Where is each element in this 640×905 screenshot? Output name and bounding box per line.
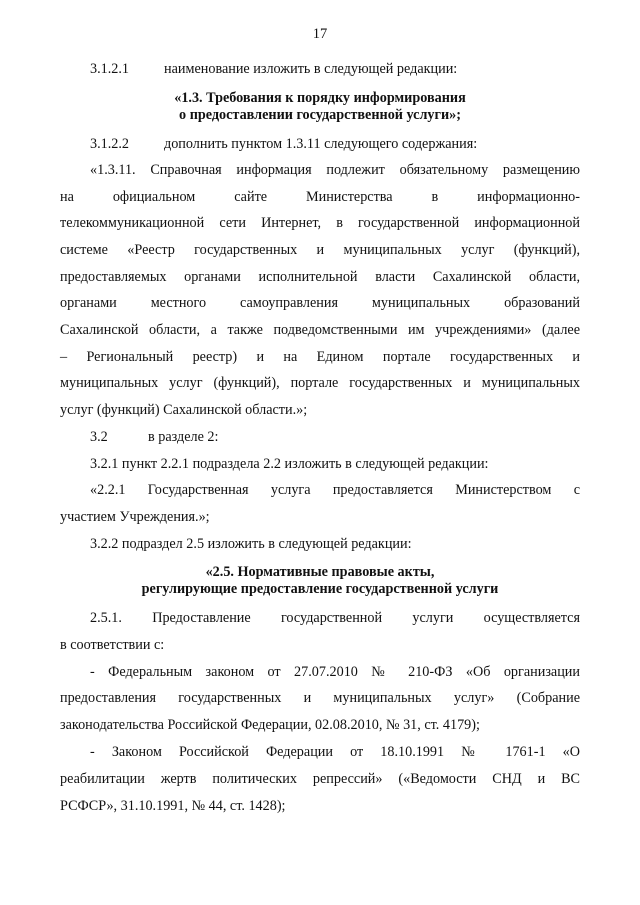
paragraph-line: Сахалинской области, а также подведомственными им учреждениями» (далее: [60, 322, 580, 338]
paragraph-line: телекоммуникационной сети Интернет, в государственной информационной: [60, 215, 580, 231]
paragraph-line: услуг (функций) Сахалинской области.»;: [60, 402, 308, 418]
paragraph-line: законодательства Российской Федерации, 02.08.2010, № 31, ст. 4179);: [60, 717, 480, 733]
paragraph-line: 3.2.1 пункт 2.2.1 подраздела 2.2 изложить в следующей редакции:: [90, 456, 489, 472]
paragraph-line: [90, 428, 610, 446]
paragraph-line: РСФСР», 31.10.1991, № 44, ст. 1428);: [60, 798, 286, 814]
paragraph-line: [90, 60, 610, 78]
paragraph-line: 2.5.1. Предоставление государственной услуги осуществляется: [90, 610, 580, 626]
paragraph-line: участием Учреждения.»;: [60, 509, 210, 525]
paragraph-line: [90, 135, 610, 153]
clause-number: 3.1.2.1: [90, 61, 130, 77]
heading-line: «1.3. Требования к порядку информирования: [174, 90, 466, 106]
clause-number: 3.1.2.2: [90, 136, 130, 152]
paragraph-line: органами местного самоуправления муниципальных образований: [60, 295, 580, 311]
paragraph-line: реабилитации жертв политических репрессий» («Ведомости СНД и ВС: [60, 771, 580, 787]
heading-line: «2.5. Нормативные правовые акты,: [205, 564, 435, 580]
clause-text: наименование изложить в следующей редакции:: [164, 61, 458, 77]
heading-line: о предоставлении государственной услуги»;: [179, 107, 461, 123]
paragraph-line: в соответствии с:: [60, 637, 165, 653]
page-number: 17: [312, 26, 328, 42]
paragraph-line: на официальном сайте Министерства в информационно-: [60, 189, 580, 205]
paragraph-line: – Региональный реестр) и на Едином портале государственных и: [60, 349, 580, 365]
paragraph-line: - Федеральным законом от 27.07.2010 № 210-ФЗ «Об организации: [90, 664, 580, 680]
clause-text: в разделе 2:: [148, 429, 219, 445]
paragraph-line: «2.2.1 Государственная услуга предоставляется Министерством с: [90, 482, 580, 498]
clause-text: дополнить пунктом 1.3.11 следующего содержания:: [164, 136, 478, 152]
paragraph-line: - Законом Российской Федерации от 18.10.1991 № 1761-1 «О: [90, 744, 580, 760]
heading-line: регулирующие предоставление государственной услуги: [141, 581, 499, 597]
paragraph-line: предоставления государственных и муниципальных услуг» (Собрание: [60, 690, 580, 706]
paragraph-line: муниципальных услуг (функций), портале государственных и муниципальных: [60, 375, 580, 391]
paragraph-line: «1.3.11. Справочная информация подлежит обязательному размещению: [90, 162, 580, 178]
paragraph-line: предоставляемых органами исполнительной власти Сахалинской области,: [60, 269, 580, 285]
paragraph-line: системе «Реестр государственных и муниципальных услуг (функций),: [60, 242, 580, 258]
clause-number: 3.2: [90, 429, 108, 445]
paragraph-line: 3.2.2 подраздел 2.5 изложить в следующей редакции:: [90, 536, 412, 552]
